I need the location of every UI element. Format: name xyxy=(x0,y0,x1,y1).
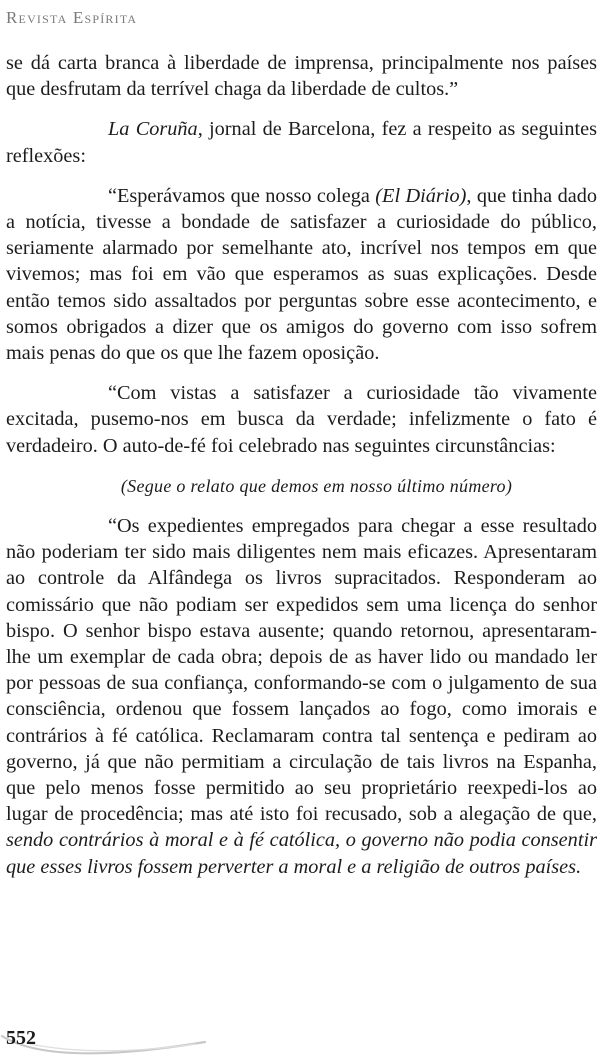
paragraph-5-italic: sendo contrários à moral e à fé católica, o governo não podia consentir que esses livros fossem perverter a moral e a religião de outros países. xyxy=(6,829,597,878)
paragraph-2-text: , jornal de Barcelona, fez a respeito as seguintes reflexões: xyxy=(6,118,597,167)
editorial-note: (Segue o relato que demos em nosso último número) xyxy=(120,475,513,496)
page-body xyxy=(6,50,597,894)
paragraph-4-text: “Com vistas a satisfazer a curiosidade tão vivamente excitada, pusemo-nos em busca da verdade; infelizmente o fato é verdadeiro. O auto-de-fé foi celebrado nas seguintes circunstâncias: xyxy=(6,382,597,457)
paragraph-3-text-b: , que tinha dado a notícia, tivesse a bondade de satisfazer a curiosidade do público, seriamente alarmado por semelhante ato, incrível nos tempos em que vivemos; mas foi em vão que esperamos as suas explicações. Desde então temos sido assaltados por perguntas sobre esse acontecimento, e somos obrigados a dizer que os amigos do governo com isso sofrem mais penas do que os que lhe fazem oposição. xyxy=(6,184,597,365)
paragraph-4 xyxy=(6,380,597,459)
paragraph-3-text-a: “Esperávamos que nosso colega xyxy=(108,184,376,207)
running-header: Revista Espírita xyxy=(6,8,138,27)
paragraph-5-text: “Os expedientes empregados para chegar a esse resultado não poderiam ter sido mais diligentes nem mais eficazes. Apresentaram ao controle da Alfândega os livros supracitados. Responderam ao comissário que não podiam ser expedidos sem uma licença do senhor bispo. O senhor bispo estava ausente; quando retornou, apresentaram-lhe um exemplar de cada obra; depois de as haver lido ou mandado ler por pessoas de sua confiança, conformando-se com o julgamento de sua consciência, ordenou que fossem lançados ao fogo, como imorais e contrários à fé católica. Reclamaram contra tal sentença e pediram ao governo, já que não permitiam a circulação de tais livros na Espanha, que pelo menos fosse permitido ao seu proprietário reexpedi-los ao lugar de procedência; mas até isto foi recusado, sob a alegação de que, xyxy=(6,515,597,826)
paragraph-1-text: se dá carta branca à liberdade de imprensa, principalmente nos países que desfrutam da terrível chaga da liberdade de cultos.” xyxy=(6,52,597,101)
page-number: 552 xyxy=(6,1027,36,1049)
paragraph-3-italic: (El Diário) xyxy=(375,184,467,207)
paragraph-1 xyxy=(6,50,597,102)
paragraph-5 xyxy=(6,513,597,880)
paragraph-3 xyxy=(6,183,597,366)
newspaper-name: La Coruña xyxy=(108,118,198,141)
paragraph-2 xyxy=(6,116,597,168)
